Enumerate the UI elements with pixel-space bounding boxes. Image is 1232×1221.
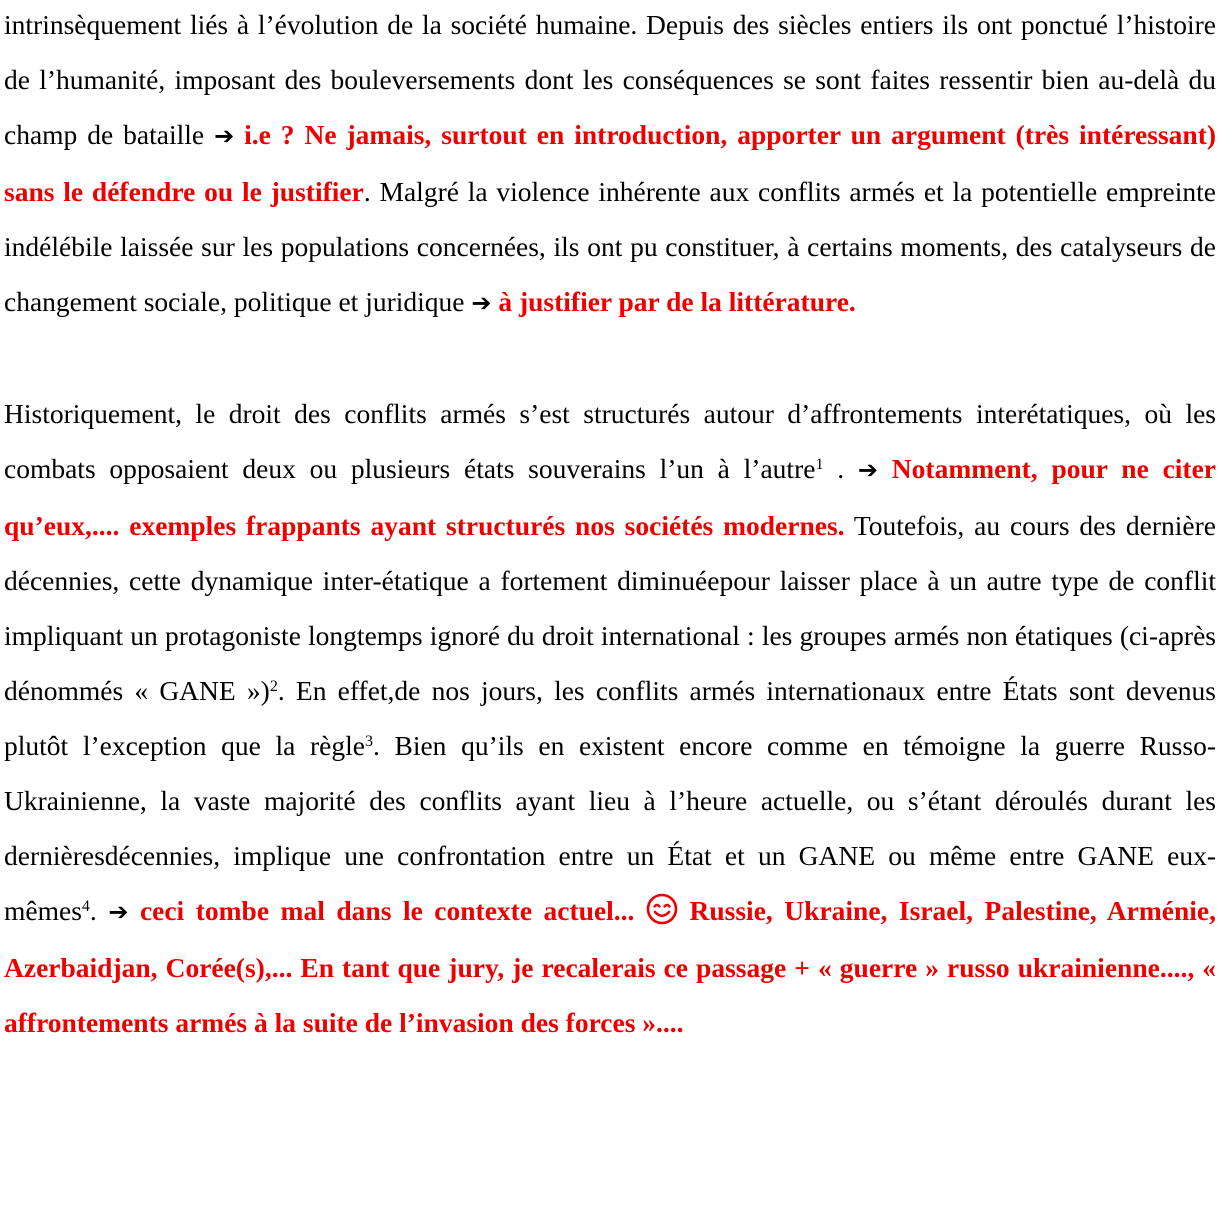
paragraph-2-text-1: Historiquement, le droit des conflits armés s’est structurés autour d’affrontements interétatiques, où les combats opposaient deux ou plusieurs états souverains l’un à l’autre	[4, 398, 1216, 484]
review-comment-2: à justifier par de la littérature.	[491, 286, 856, 317]
smiling-face-icon	[646, 888, 678, 920]
footnote-ref-1[interactable]: 1	[815, 456, 824, 474]
paragraph-2-text-2: .	[823, 453, 858, 484]
review-comment-1: i.e ? Ne jamais, surtout en introduction, apporter un argument (très intéressant) sans le défendre ou le justifier	[4, 119, 1217, 207]
footnote-ref-4[interactable]: 4	[81, 898, 90, 916]
paragraph-2-text-5: . Bien qu’ils en existent encore comme en témoigne la guerre Russo-Ukrainienne, la vaste majorité des conflits ayant lieu à l’heure actuelle, ou s’étant déroulés durant les dernièresdécennies, implique une confrontation entre un État et un GANE ou même entre GANE eux- mêmes	[4, 730, 1216, 926]
review-comment-4b: Russie, Ukraine, Israel, Palestine, Arménie, Azerbaidjan, Corée(s),... En tant que jury, je recalerais ce passage + « guerre » russo ukrainienne...., « affrontements armés à la suite de l’invasion des forces »....	[4, 895, 1217, 1038]
arrow-right-icon: ➔	[214, 122, 235, 150]
review-comment-4a: ceci tombe mal dans le contexte actuel...	[128, 895, 646, 926]
paragraph-1	[4, 0, 1216, 331]
paragraph-2-text-4: . En effet,de nos jours, les conflits armés internationaux entre États sont devenus plutôt l’exception que la règle	[4, 675, 1217, 761]
paragraph-1-text-1: intrinsèquement liés à l’évolution de la société humaine. Depuis des siècles entiers ils ont ponctué l’histoire de l’humanité, imposant des bouleversements dont les conséquences se sont faites ressentir bien au-delà du champ de bataille	[4, 9, 1216, 150]
arrow-right-icon: ➔	[108, 898, 129, 926]
paragraph-2	[4, 386, 1216, 1050]
arrow-right-icon: ➔	[471, 289, 492, 317]
paragraph-1-text-2: . Malgré la violence inhérente aux conflits armés et la potentielle empreinte indélébile laissée sur les populations concernées, ils ont pu constituer, à certains moments, des catalyseurs de changement sociale, politique et juridique	[4, 176, 1217, 317]
paragraph-gap	[4, 331, 1216, 386]
arrow-right-icon: ➔	[857, 456, 879, 484]
footnote-ref-2[interactable]: 2	[269, 678, 278, 696]
footnote-ref-3[interactable]: 3	[364, 733, 373, 751]
paragraph-2-text-3: Toutefois, au cours des dernière décennies, cette dynamique inter-étatique a fortement diminuéepour laisser place à un autre type de conflit impliquant un protagoniste longtemps ignoré du droit international : les groupes armés non étatiques (ci-après dénommés « GANE »)	[4, 510, 1217, 706]
paragraph-2-text-6: .	[89, 895, 109, 926]
review-comment-3: Notamment, pour ne citer qu’eux,.... exemples frappants ayant structurés nos sociétés modernes.	[4, 453, 1217, 541]
